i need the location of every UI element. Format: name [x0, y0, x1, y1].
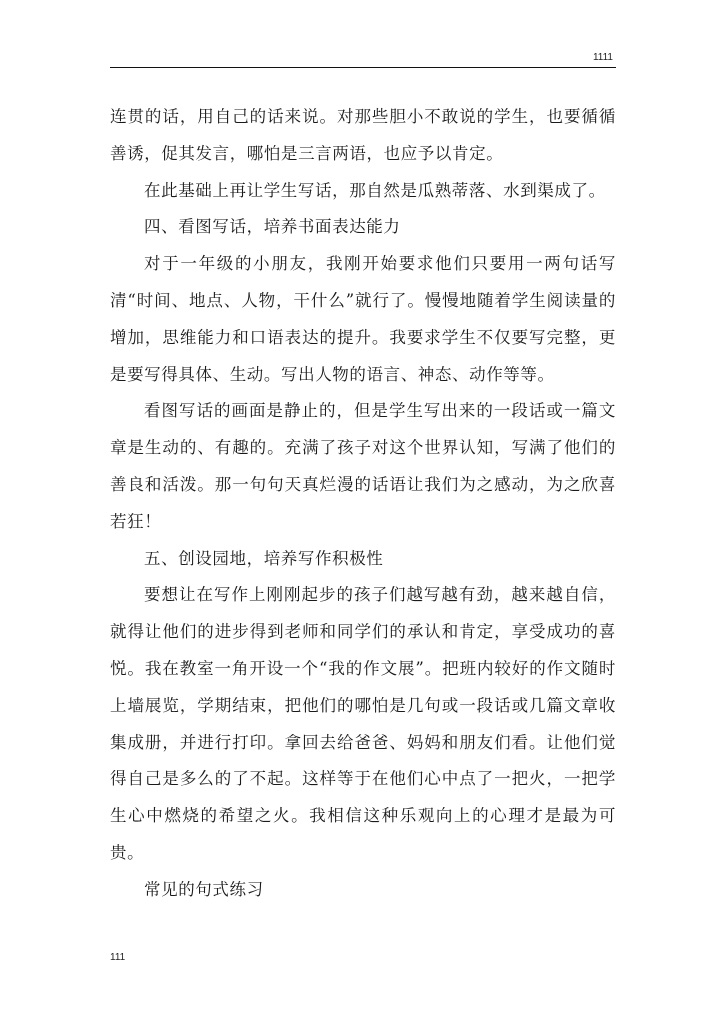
- paragraph-first-grade: 对于一年级的小朋友，我刚开始要求他们只要用一两句话写清“时间、地点、人物，干什么”就行了。慢慢地随着学生阅读量的增加，思维能力和口语表达的提升。我要求学生不仅要写完整，更是要写得具体、生动。写出人物的语言、神态、动作等等。: [110, 254, 616, 384]
- document-body: [110, 99, 616, 909]
- paragraph-continuation: 连贯的话，用自己的话来说。对那些胆小不敢说的学生，也要循循善诱，促其发言，哪怕是三言两语，也应予以肯定。: [110, 107, 616, 163]
- paragraph-picture-static: 看图写话的画面是静止的，但是学生写出来的一段话或一篇文章是生动的、有趣的。充满了孩子对这个世界认知，写满了他们的善良和活泼。那一句句天真烂漫的话语让我们为之感动，为之欣喜若狂！: [110, 401, 616, 531]
- header-page-number: 1111: [592, 52, 613, 63]
- paragraph-encouragement: 要想让在写作上刚刚起步的孩子们越写越有劲，越来越自信，就得让他们的进步得到老师和同学们的承认和肯定，享受成功的喜悦。我在教室一角开设一个“我的作文展”。把班内较好的作文随时上墙展览，学期结束，把他们的哪怕是几句或一段话或几篇文章收集成册，并进行打印。拿回去给爸爸、妈妈和朋友们看。让他们觉得自己是多么的了不起。这样等于在他们心中点了一把火，一把学生心中燃烧的希望之火。我相信这种乐观向上的心理才是最为可贵。: [110, 585, 616, 862]
- header-rule: [110, 67, 616, 68]
- section-heading-sentence-practice: 常见的句式练习: [144, 879, 264, 899]
- paragraph-writing-naturally: 在此基础上再让学生写话，那自然是瓜熟蒂落、水到渠成了。: [144, 180, 606, 200]
- footer-page-number: 111: [110, 952, 126, 963]
- section-heading-create-garden: 五、创设园地，培养写作积极性: [144, 548, 384, 568]
- section-heading-picture-writing: 四、看图写话，培养书面表达能力: [144, 217, 401, 237]
